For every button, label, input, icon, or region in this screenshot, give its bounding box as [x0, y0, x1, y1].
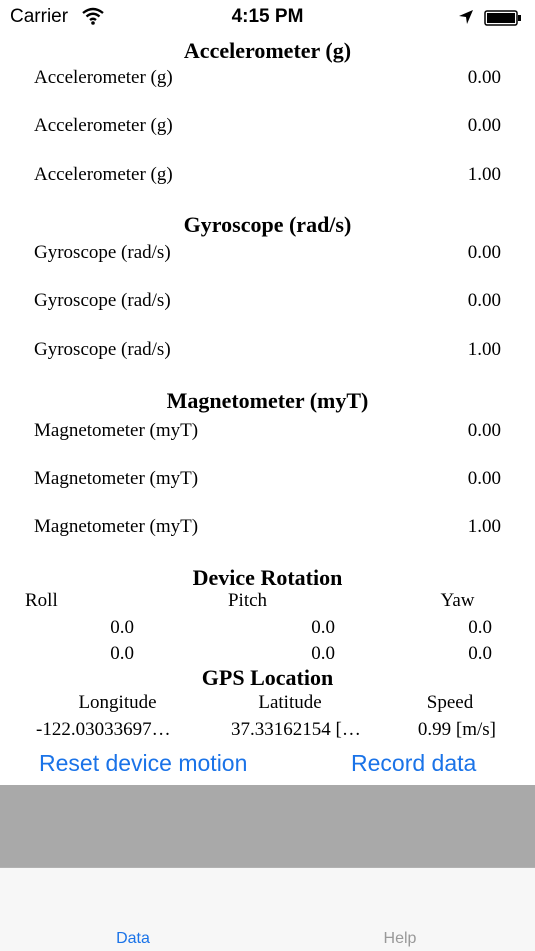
battery-icon: [484, 10, 522, 26]
clock: 4:15 PM: [231, 6, 304, 27]
roll-value: 0.0: [110, 617, 134, 638]
tab-help[interactable]: Help: [383, 930, 417, 947]
yaw-value: 0.0: [468, 643, 492, 664]
roll-header: Roll: [25, 590, 58, 611]
yaw-header: Yaw: [440, 590, 475, 611]
speed-value: 0.99 [m/s]: [417, 719, 496, 740]
magnetometer-title: Magnetometer (myT): [166, 388, 369, 413]
row-value: 1.00: [467, 339, 501, 360]
row-value: 0.00: [467, 420, 501, 441]
record-data-button[interactable]: Record data: [351, 750, 477, 776]
row-value: 1.00: [467, 516, 501, 537]
row-value: 0.00: [467, 468, 501, 489]
pitch-value: 0.0: [311, 643, 335, 664]
gyroscope-row: [0, 339, 535, 365]
row-label: Gyroscope (rad/s): [34, 290, 171, 311]
status-bar: [0, 0, 535, 36]
gray-placeholder-area: [0, 785, 535, 867]
row-value: 0.00: [467, 115, 501, 136]
longitude-value: -122.03033697…: [36, 719, 171, 740]
rotation-title: Device Rotation: [192, 565, 343, 590]
accelerometer-row: [0, 115, 535, 141]
gyroscope-title: Gyroscope (rad/s): [183, 212, 352, 237]
accelerometer-title: Accelerometer (g): [183, 38, 352, 63]
row-label: Accelerometer (g): [34, 115, 173, 136]
row-value: 1.00: [467, 164, 501, 185]
magnetometer-row: [0, 420, 535, 446]
reset-device-motion-button[interactable]: Reset device motion: [39, 750, 248, 776]
pitch-header: Pitch: [227, 590, 268, 611]
row-label: Accelerometer (g): [34, 67, 173, 88]
tab-data[interactable]: Data: [116, 930, 150, 947]
row-value: 0.00: [467, 67, 501, 88]
gps-title: GPS Location: [201, 665, 334, 690]
roll-value: 0.0: [110, 643, 134, 664]
row-label: Magnetometer (myT): [34, 516, 199, 537]
gyroscope-row: [0, 242, 535, 268]
tab-bar: [0, 867, 535, 951]
longitude-header: Longitude: [78, 692, 157, 713]
row-label: Gyroscope (rad/s): [34, 339, 171, 360]
row-label: Magnetometer (myT): [34, 420, 199, 441]
row-label: Gyroscope (rad/s): [34, 242, 171, 263]
row-label: Accelerometer (g): [34, 164, 173, 185]
row-value: 0.00: [467, 290, 501, 311]
speed-header: Speed: [426, 692, 474, 713]
carrier-label: Carrier: [10, 6, 69, 27]
row-value: 0.00: [467, 242, 501, 263]
latitude-value: 37.33162154 […: [231, 719, 361, 740]
magnetometer-row: [0, 468, 535, 494]
row-label: Magnetometer (myT): [34, 468, 199, 489]
accelerometer-row: [0, 164, 535, 190]
magnetometer-row: [0, 516, 535, 542]
gyroscope-row: [0, 290, 535, 316]
yaw-value: 0.0: [468, 617, 492, 638]
location-arrow-icon: [458, 9, 474, 25]
accelerometer-row: [0, 67, 535, 93]
latitude-header: Latitude: [258, 692, 322, 713]
pitch-value: 0.0: [311, 617, 335, 638]
